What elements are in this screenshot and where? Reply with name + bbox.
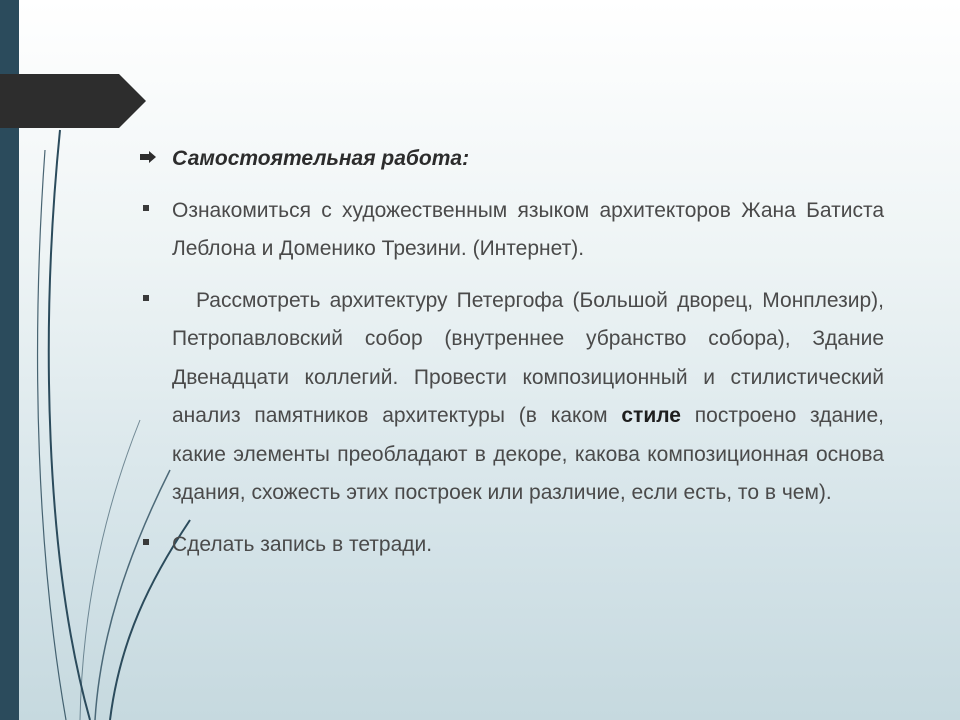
title-tab xyxy=(0,74,146,128)
emphasis-text: стиле xyxy=(621,404,681,427)
list-item xyxy=(138,282,884,513)
list-item-text-part: построено здание, какие элементы преобладают в декоре, какова композиционная основа здания, схожесть этих построек или различие, если есть, то в чем). xyxy=(172,404,884,504)
square-bullet-icon xyxy=(140,282,160,321)
list-item xyxy=(138,192,884,269)
list-item-text: Сделать запись в тетради. xyxy=(172,532,433,556)
list-item-text-part: Рассмотреть архитектуру Петергофа (Большой дворец, Монплезир), Петропавловский собор (внутреннее убранство собора), Здание Двенадцати коллегий. Провести композиционный и стилистический анализ памятников архитектуры (в каком xyxy=(172,288,884,427)
list-item-text xyxy=(172,282,884,513)
list-item xyxy=(138,526,884,565)
square-bullet-icon xyxy=(140,526,160,565)
heading-text: Самостоятельная работа: xyxy=(172,147,470,170)
arrow-bullet-icon xyxy=(140,140,160,179)
section-heading xyxy=(138,140,884,179)
list-item-text: Ознакомиться с художественным языком архитекторов Жана Батиста Леблона и Доменико Трезини. (Интернет). xyxy=(172,198,884,260)
square-bullet-icon xyxy=(140,192,160,231)
slide-content xyxy=(138,140,884,577)
